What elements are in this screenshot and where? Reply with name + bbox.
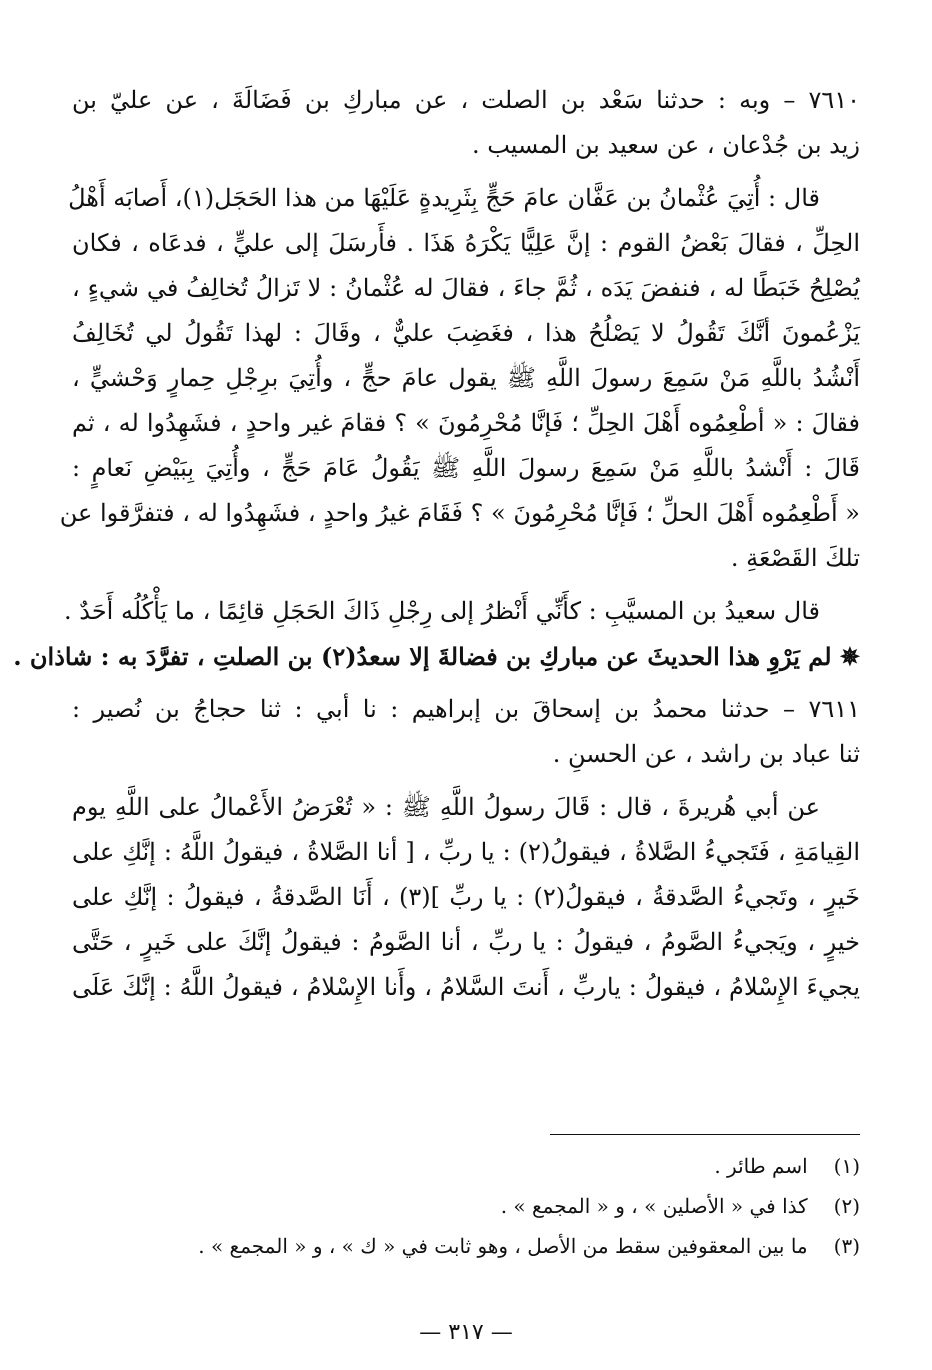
footnotes [72, 1146, 860, 1266]
text-line: « أَطْعِمُوه أَهْلَ الحلِّ ؛ فَإنَّا مُحْرِمُونَ » ؟ فَقَامَ غيرُ واحدٍ ، فشَهِدُوا له ، فتفرَّقوا عن [59, 499, 860, 527]
text-line: فقالَ : « أطْعِمُوه أَهْلَ الحِلِّ ؛ فَإنَّا مُحْرِمُونَ » ؟ فقامَ غير واحدٍ ، فشَهِدُوا له ، ثم [72, 409, 860, 437]
footnote-text: ما بين المعقوفين سقط من الأصل ، وهو ثابت في « ك » ، و « المجمع » . [198, 1234, 808, 1258]
footnote [72, 1226, 860, 1266]
footnote-number: (٣) [833, 1234, 860, 1258]
text-line: أَنْشُدُ باللَّهِ مَنْ سَمِعَ رسولَ اللَّهِ ﷺ يقول عامَ حجٍّ ، وأُتِيَ برِجْلِ حِمارٍ وَحْشيٍّ ، [72, 364, 860, 392]
text-line: خيرٍ ، ويَجيءُ الصَّومُ ، فيقولُ : يا ربِّ ، أنا الصَّومُ : فيقولُ إنَّكَ على خَيرٍ ، حَتَّى [72, 928, 860, 956]
text-line: يجيءَ الإِسْلامُ ، فيقولُ : ياربِّ ، أَنتَ السَّلامُ ، وأَنا الإِسْلامُ ، فيقولُ اللَّهُ : إنَّكَ عَلَى [72, 973, 860, 1001]
text-line: قَالَ : أَنْشدُ باللَّهِ مَنْ سَمِعَ رسولَ اللَّهِ ﷺ يَقُولُ عَامَ حَجٍّ ، وأُتِيَ بِبَيْضِ نَعامٍ : [72, 454, 860, 482]
text-line: ٧٦١١ – حدثنا محمدُ بن إسحاقَ بن إبراهيم : نا أبي : ثنا حجاجُ بن نُصير : [72, 695, 860, 723]
text-line: خَيرٍ ، وتَجيءُ الصَّدقةُ ، فيقولُ(٢) : يا ربِّ ](٣) ، أَنَا الصَّدقةُ ، فيقولُ : إنَّكِ على [72, 883, 860, 911]
footnote [72, 1146, 860, 1186]
text-line: يَزْعُمونَ أنَّكَ تَقُولُ لا يَصْلُحُ هذا ، فغَضِبَ عليٌّ ، وقَالَ : لهذا تَقُولُ لي تُخَالِفُ [72, 319, 860, 347]
text-line: الحِلِّ ، فقالَ بَعْضُ القوم : إنَّ عَلِيًّا يَكْرَهُ هَذَا . فأَرسَلَ إلى عليٍّ ، فدعَاه ، فكان [72, 229, 860, 257]
text-line: يُصْلِحُ خَبَطًا له ، فنفضَ يَدَه ، ثُمَّ جاءَ ، فقالَ له عُثْمانُ : لا تَزالُ تُخالِفُ في شيءٍ ، [72, 274, 860, 302]
text-line: قال : أُتِيَ عُثْمانُ بن عَفَّان عامَ حَجٍّ بِثَرِيدةٍ عَلَيْهَا من هذا الحَجَل(١)، أَصابَه أَهْلُ [68, 184, 820, 212]
footnote-text: اسم طائر . [714, 1154, 808, 1178]
text-line: تلكَ القَصْعَةِ . [730, 544, 860, 572]
page-number: — ٣١٧ — [419, 1320, 513, 1345]
footnote-number: (١) [833, 1154, 860, 1178]
story-paragraph [59, 176, 860, 581]
footnote-text: كذا في « الأصلين » ، و « المجمع » . [500, 1194, 808, 1218]
hadith-7610-block [72, 78, 860, 168]
text-line: ثنا عباد بن راشد ، عن الحسنِ . [552, 740, 860, 768]
text-line: عن أبي هُريرةَ ، قال : قَالَ رسولُ اللَّهِ ﷺ : « تُعْرَضُ الأَعْمالُ على اللَّهِ يوم [72, 793, 820, 821]
text-line: القِيامَةِ ، فَتَجيءُ الصَّلاةُ ، فيقولُ(٢) : يا ربِّ ، [ أنا الصَّلاةُ ، فيقولُ اللَّهُ : إنَّكِ على [72, 838, 860, 866]
said-note: قال سعيدُ بن المسيَّبِ : كأَنِّي أَنْظرُ إلى رِجْلِ ذَاكَ الحَجَلِ قائِمًا ، ما يَأْكُلُه أَحَدٌ . [63, 597, 820, 625]
text-line: زيد بن جُدْعان ، عن سعيد بن المسيب . [471, 131, 860, 159]
footnote-divider [550, 1134, 860, 1135]
footnote-number: (٢) [833, 1194, 860, 1218]
hadith-7611-block [72, 687, 860, 777]
text-line: ٧٦١٠ – وبه : حدثنا سَعْد بن الصلت ، عن مباركِ بن فَضَالَةَ ، عن عليّ بن [72, 86, 860, 114]
abu-hurayra-paragraph [72, 785, 860, 1010]
editor-note: ✵ لم يَرْوِ هذا الحديثَ عن مباركِ بن فضالةَ إلا سعدُ(٢) بن الصلتِ ، تفرَّدَ به : شاذان . [13, 642, 860, 671]
footnote [72, 1186, 860, 1226]
